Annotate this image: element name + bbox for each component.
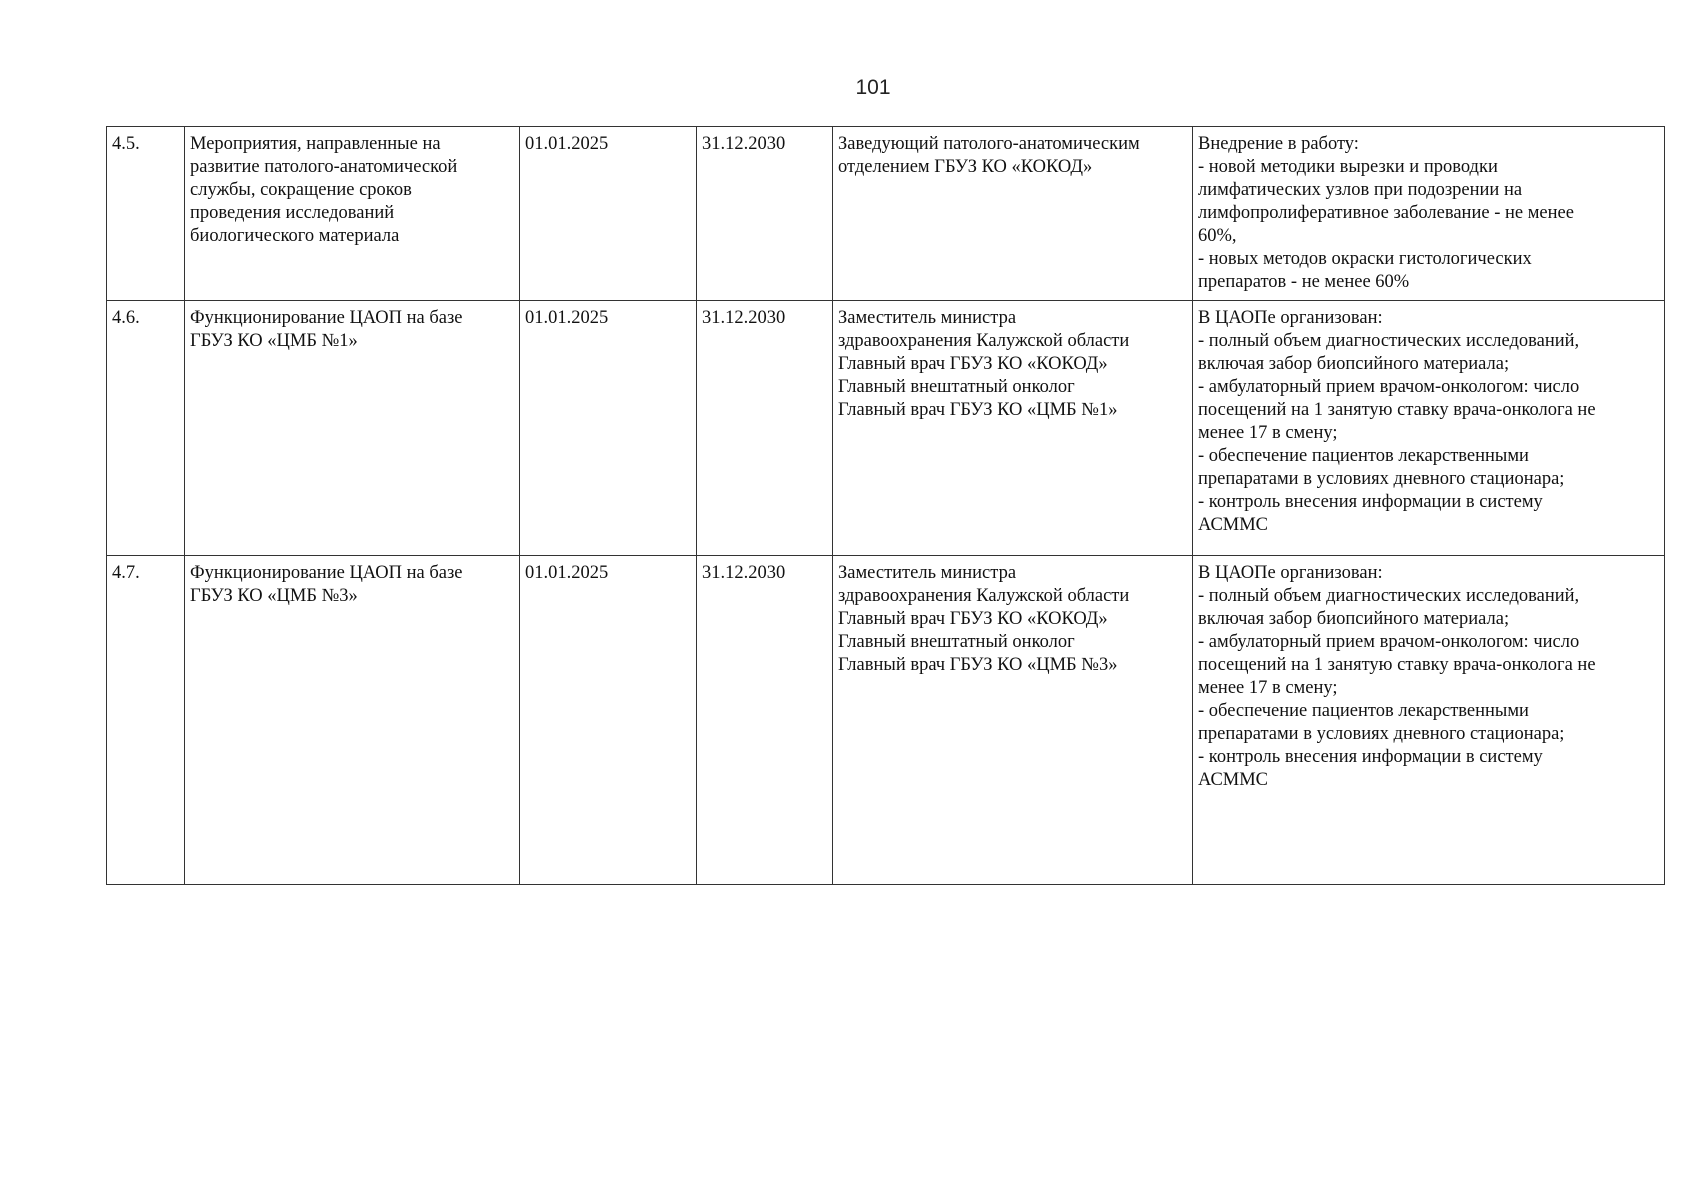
start-date-cell: 01.01.2025: [520, 301, 697, 556]
item-number-cell: 4.6.: [107, 301, 185, 556]
event-name-cell: Мероприятия, направленные на развитие патолого-анатомической службы, сокращение сроков проведения исследований биологического материала: [185, 127, 520, 301]
event-name-cell: Функционирование ЦАОП на базе ГБУЗ КО «ЦМБ №1»: [185, 301, 520, 556]
table-row: [107, 301, 1665, 556]
end-date-cell: 31.12.2030: [697, 301, 833, 556]
measures-table: [106, 126, 1665, 885]
result-cell: В ЦАОПе организован: - полный объем диагностических исследований, включая забор биопсийного материала; - амбулаторный прием врачом-онкологом: число посещений на 1 занятую ставку врача-онколога не менее 17 в смену; - обеспечение пациентов лекарственными препаратами в условиях дневного стационара; - контроль внесения информации в систему АСММС: [1193, 556, 1665, 885]
end-date-cell: 31.12.2030: [697, 127, 833, 301]
event-name-cell: Функционирование ЦАОП на базе ГБУЗ КО «ЦМБ №3»: [185, 556, 520, 885]
result-cell: В ЦАОПе организован: - полный объем диагностических исследований, включая забор биопсийного материала; - амбулаторный прием врачом-онкологом: число посещений на 1 занятую ставку врача-онколога не менее 17 в смену; - обеспечение пациентов лекарственными препаратами в условиях дневного стационара; - контроль внесения информации в систему АСММС: [1193, 301, 1665, 556]
result-cell: Внедрение в работу: - новой методики вырезки и проводки лимфатических узлов при подозрении на лимфопролиферативное заболевание - не менее 60%, - новых методов окраски гистологических препаратов - не менее 60%: [1193, 127, 1665, 301]
item-number-cell: 4.7.: [107, 556, 185, 885]
table-row: [107, 127, 1665, 301]
start-date-cell: 01.01.2025: [520, 556, 697, 885]
responsible-cell: Заместитель министра здравоохранения Калужской области Главный врач ГБУЗ КО «КОКОД» Главный внештатный онколог Главный врач ГБУЗ КО «ЦМБ №3»: [833, 556, 1193, 885]
end-date-cell: 31.12.2030: [697, 556, 833, 885]
responsible-cell: Заместитель министра здравоохранения Калужской области Главный врач ГБУЗ КО «КОКОД» Главный внештатный онколог Главный врач ГБУЗ КО «ЦМБ №1»: [833, 301, 1193, 556]
item-number-cell: 4.5.: [107, 127, 185, 301]
page-number: 101: [855, 76, 891, 99]
table-row: [107, 556, 1665, 885]
start-date-cell: 01.01.2025: [520, 127, 697, 301]
responsible-cell: Заведующий патолого-анатомическим отделением ГБУЗ КО «КОКОД»: [833, 127, 1193, 301]
